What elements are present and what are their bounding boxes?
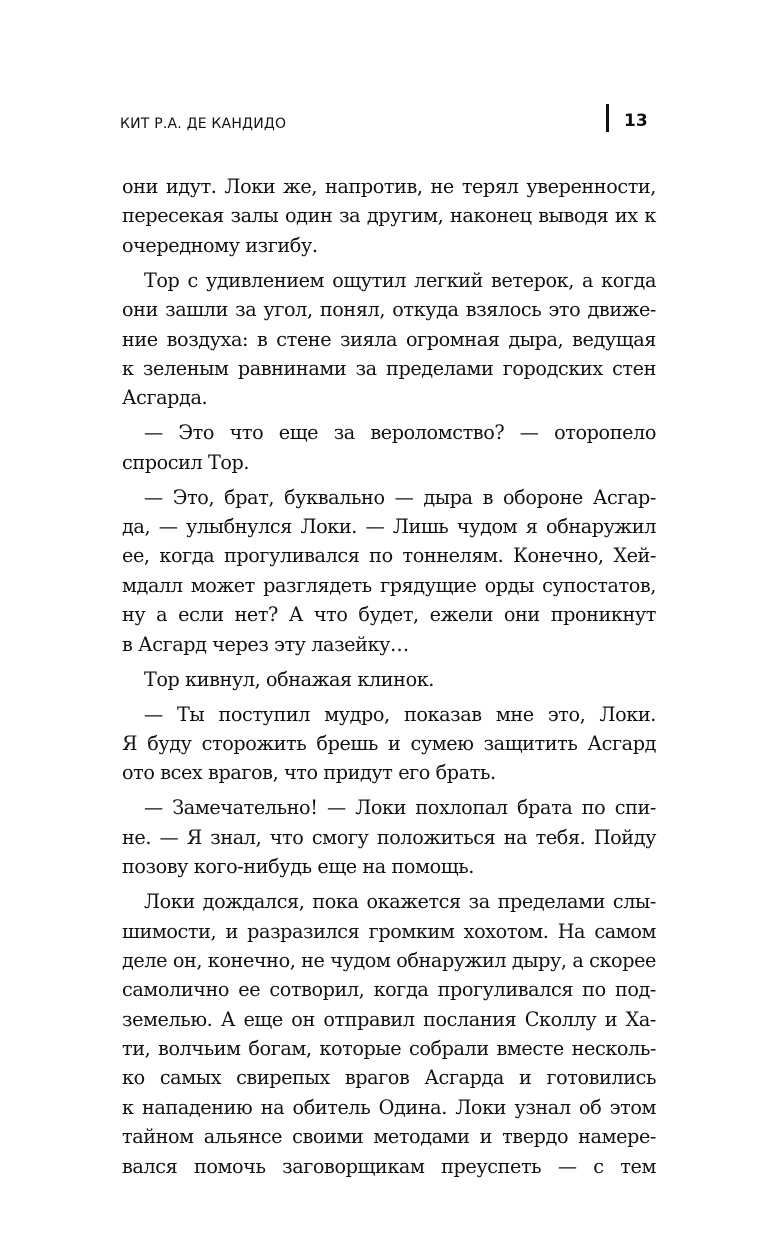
text-line: в Асгард через эту лазейку… [122,632,409,656]
text-line: — Это, брат, буквально — дыра в обороне Асгар- [144,485,656,509]
text-line: ти, волчьим богам, которые собрали вместе несколь- [122,1037,656,1061]
text-line: ото всех врагов, что придут его брать. [122,761,496,785]
paragraph [122,483,656,659]
text-line: к зеленым равнинами за пределами городских стен [122,356,656,380]
text-line: очередному изгибу. [122,233,318,257]
body-text [122,172,656,1181]
text-line: шимости, и разразился громким хохотом. На самом [122,919,656,943]
page-number: 13 [624,111,648,131]
paragraph [122,887,656,1181]
text-line: они идут. Локи же, напротив, не терял уверенности, [122,175,656,198]
text-line: земелью. А еще он отправил послания Сколлу и Ха- [122,1007,656,1031]
text-line: ее, когда прогуливался по тоннелям. Конечно, Хей- [122,544,656,568]
text-line: деле он, конечно, не чудом обнаружил дыру, а скорее [122,948,656,972]
text-line: ко самых свирепых врагов Асгарда и готовились [122,1066,656,1090]
paragraph [122,418,656,477]
paragraph [122,700,656,788]
text-line: Тор с удивлением ощутил легкий ветерок, а когда [144,268,656,292]
text-line: да, — улыбнулся Локи. — Лишь чудом я обнаружил [122,515,656,539]
text-line: вался помочь заговорщикам преуспеть — с тем [122,1154,656,1178]
paragraph [122,665,656,694]
text-line: Я буду сторожить брешь и сумею защитить Асгард [122,732,656,755]
running-title: КИТ Р.А. ДЕ КАНДИДО [120,116,287,132]
text-line: мдалл может разглядеть грядущие орды супостатов, [122,573,656,597]
paragraph [122,793,656,881]
text-line: — Ты поступил мудро, показав мне это, Локи. [144,702,656,726]
text-line: — Замечательно! — Локи похлопал брата по спи- [144,796,656,820]
text-line: Тор кивнул, обнажая клинок. [144,667,435,691]
text-line: Асгарда. [122,386,208,410]
text-line: тайном альянсе своими методами и твердо намере- [122,1125,656,1149]
text-line: самолично ее сотворил, когда прогуливался по под- [122,978,656,1002]
text-line: они зашли за угол, понял, откуда взялось это движе- [122,298,656,322]
paragraph [122,266,656,413]
text-line: не. — Я знал, что смогу положиться на тебя. Пойду [122,825,656,849]
text-line: пересекая залы один за другим, наконец выводя их к [122,204,656,228]
paragraph [122,172,656,260]
text-line: спросил Тор. [122,450,250,474]
header-divider [606,104,609,132]
text-line: ние воздуха: в стене зияла огромная дыра, ведущая [122,327,656,351]
text-line: Локи дождался, пока окажется за пределами слы- [144,890,656,914]
text-line: позову кого-нибудь еще на помощь. [122,855,474,879]
text-line: к нападению на обитель Одина. Локи узнал об этом [122,1095,656,1119]
text-line: — Это что еще за вероломство? — оторопело [144,421,656,445]
text-line: ну а если нет? А что будет, ежели они проникнут [122,603,656,627]
